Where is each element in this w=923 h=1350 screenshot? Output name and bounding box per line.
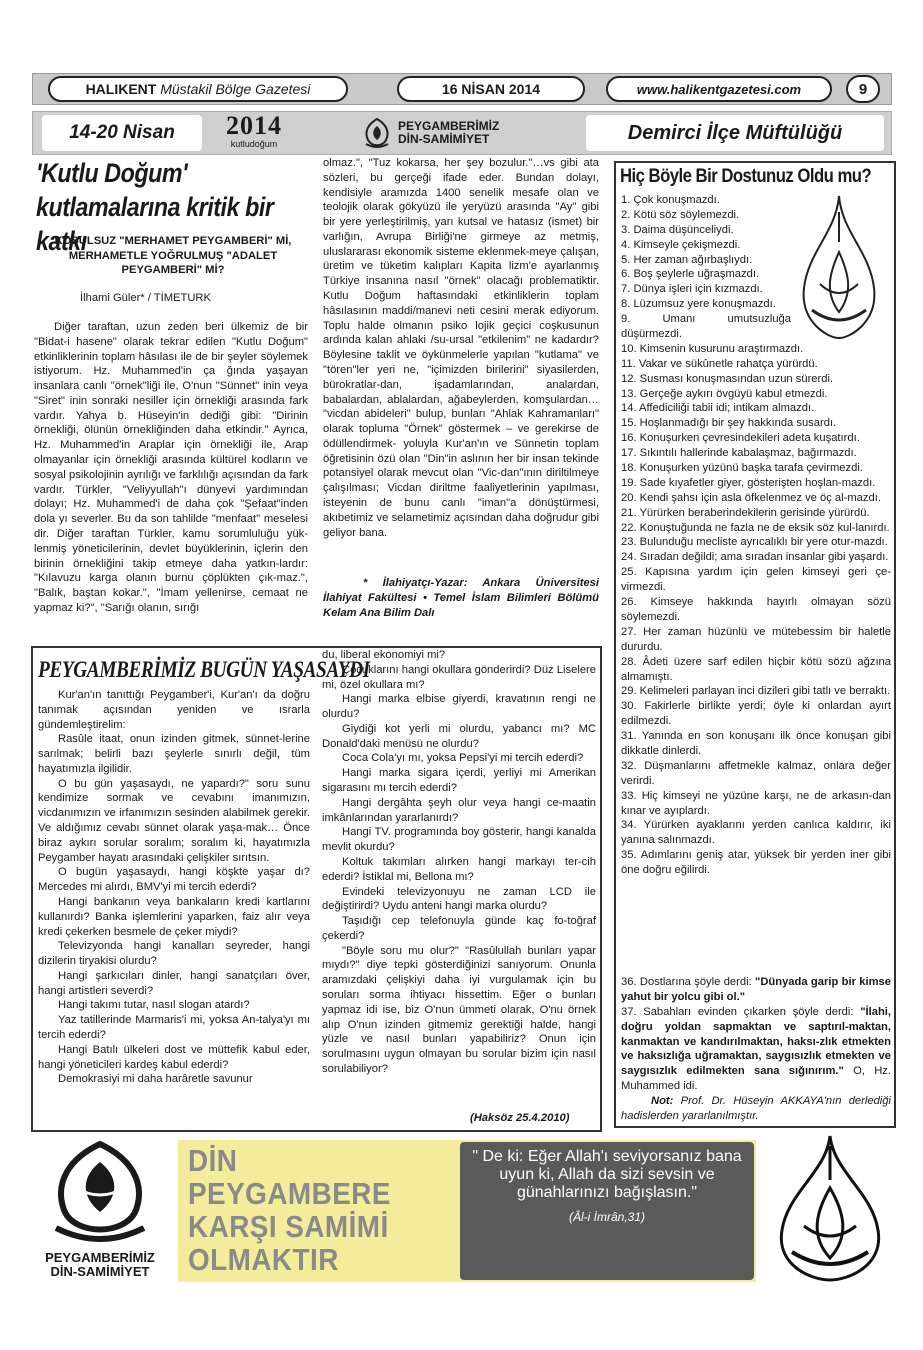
section-title-box — [586, 115, 884, 151]
quote-box — [460, 1142, 754, 1280]
date-pill — [397, 76, 585, 102]
sidebar-item-37: 37. Sabahları evinden çıkarken şöyle derdi: "İlahi, doğru yoldan sapmaktan ve saptırıl-maktan, kanmaktan ve kandırılmaktan, haksı-zlık etmekten ve haksızlığa uğramaktan, saygısızlık etmekten ve saygısızlık edilmekten sana sığınırım." O, Hz. Muhammed idi. — [621, 1005, 891, 1093]
banner-line1: DİN — [188, 1143, 238, 1178]
article2-title: PEYGAMBERİMİZ BUGÜN YAŞASAYDI — [38, 657, 370, 682]
sidebar-item-33: 33. Hiç kimseyi ne yüzüne karşı, ne de arkasın-dan kınar ve ayıplardı. — [621, 789, 891, 817]
article2-paragraph: Hangi şarkıcıları dinler, hangi sanatçıları över, hangi artistleri severdi? — [38, 969, 310, 997]
article2-paragraph: Hangi marka sigara içerdi, yerliyi mi Amerikan sigarasını mı tercih ederdi? — [322, 767, 596, 795]
paper-subtitle: Müstakil Bölge Gazetesi — [160, 81, 311, 97]
sidebar-item-18: 18. Konuşurken yüzünü başka tarafa çevirmezdi. — [621, 462, 863, 475]
sidebar-item-12: 12. Susması konuşmasından uzun sürerdi. — [621, 372, 834, 385]
sidebar-item-8: 8. Lüzumsuz yere konuşmazdı. — [621, 298, 776, 311]
article2-paragraph: du, liberal ekonomiyi mi? — [322, 649, 446, 661]
section-date: 14-20 Nisan — [69, 122, 175, 143]
footer-logo-line1: PEYGAMBERİMİZ — [45, 1250, 155, 1265]
article2-paragraph: Hangi Batılı ülkeleri dost ve müttefik kabul eder, hangi yöneticileri kardeş kabul ederdi? — [38, 1043, 310, 1071]
sidebar-item-5: 5. Her zaman ağırbaşlıydı. — [621, 253, 753, 266]
sidebar-item-6: 6. Boş şeylerle uğraşmazdı. — [621, 268, 760, 281]
website-link[interactable]: www.halikentgazetesi.com — [636, 81, 802, 97]
sidebar-item-19: 19. Sade kıyafetler giyer, gösterişten hoşlan-mazdı. — [621, 476, 876, 489]
article1-col1-text: Diğer taraftan, uzun zeden beri ülkemiz de bir "Bidat-i hasene" olarak tekrar edilen "Kutlu Doğum" etkinliklerinin toplam hâsılası ile de bir şeyler söylemek istiyorum. Hz. Muhammed'in ça ğında yaşayan insanlara canlı "örnek"liği ile, O'nun "Sünnet" inin veya "Siret" inin sonraki nesiller için örnekliği arasında fark vardır. Yahya b. Hüseyin'in dediği gibi: "Dirinin örnekliği, ölünün örnekliğinden daha etkindir." Ayrıca, Hz. Muhammed'in Araplar için örnekliği ile, Arap olmayanlar için örnekliği arasında kültürel kodların ve sosyal psikolojinin ayrılığı ve farklılığı açısından da fark vardır. Türkler, "Veliyyullah"ı dünyevi yardımından dolayı; Hz. Muhammed'i de daha çok "Şefaat"inden dola yı severler. Bu da son tahlilde "menfaat" meselesi dir. Diğer taraftan Türkler, kamu sorumluluğu yük-lenmiş yöneticilerinin, devlet büyüklerinin, içlerin den birinin örnekliğini takip etmeye daha yatkın-lardır: "Kılavuzu karga olanın burnu çöplükten çık-maz.", "Balık, baştan kokar.", "İmam yellenirse, cemaat ne yapmaz ki?", "Sarığı olanın, sırığı — [34, 321, 308, 614]
article2-paragraph: Kur'an'ın tanıttığı Peygamber'i, Kur'an'ı da doğru tanımak açısından yeniden ve ısrarla gündemleştirelim: — [38, 689, 310, 731]
article2-paragraph: Hangi bankanın veya bankaların kredi kartlarını kullanırdı? Banka işlemlerini yaparken, faiz alır veya kredi çekerken besmele de çeker miydi? — [38, 895, 310, 938]
paper-name-pill — [48, 76, 348, 102]
sidebar-item-1: 1. Çok konuşmazdı. — [621, 194, 720, 206]
section-date-box — [42, 115, 202, 151]
article1-column1 — [34, 320, 308, 616]
logo-sub: kutludoğum — [230, 139, 278, 149]
banner-line4: OLMAKTIR — [188, 1242, 339, 1277]
page-number: 9 — [858, 80, 868, 98]
article2-paragraph: Demokrasiyi mi daha harâretle savunur — [58, 1073, 253, 1086]
sidebar-item-34: 34. Yürürken ayaklarını yerden canlıca kaldırır, iki yanına salınmazdı. — [621, 819, 891, 847]
article2-paragraph: Coca Cola'yı mı, yoksa Pepsi'yi mi tercih ederdi? — [342, 752, 584, 765]
sidebar-item-17: 17. Sıkıntılı hallerinde kabalaşmaz, bağırmazdı. — [621, 447, 857, 460]
quote-reference: (Âl-i İmrân,31) — [568, 1210, 645, 1224]
article2-paragraph: Hangi TV. programında boy gösterir, hangi kanalda mevlit okurdu? — [322, 826, 596, 854]
section-title: Demirci İlçe Müftülüğü — [627, 121, 843, 144]
article1-subtitle: KOŞULSUZ "MERHAMET PEYGAMBERİ" Mİ, MERHAMETLE YOĞRULMUŞ "ADALET PEYGAMBERİ" Mİ? — [54, 235, 292, 277]
sidebar-item-3: 3. Daima düşünceliydi. — [621, 223, 734, 236]
sidebar-list — [621, 193, 891, 878]
sidebar-item-16: 16. Konuşurken çevresindekileri adeta kuşatırdı. — [621, 432, 860, 445]
sidebar-note: Not: Prof. Dr. Hüseyin AKKAYA'nın derlediği hadislerden yararlanılmıştır. — [621, 1095, 891, 1123]
sidebar-item-9: 9. Umanı umutsuzluğa düşürmezdi. — [621, 313, 791, 341]
article2-paragraph: "Böyle soru mu olur?" "Rasûlullah bunları yapar mıydı?" diye tepki gösterdiğinizi sanıyorum. Onunla aramızdaki çelişkiyi daha iyi vurgulamak için bu soruları sorma ihtiyacı hissettim. Eğer o bunları yapmaz idi ise, biz O'nun ümmeti olarak, O'nu örnek alıp O'nun izinden gitmemiz gerektiği halde, hangi yüzle ve nasıl bunları yapabiliriz? Onun için sorulmasını uygun olmayan bu sorular bizim için nasıl sorulabiliyor? — [322, 944, 596, 1075]
article2-source: (Haksöz 25.4.2010) — [470, 1112, 570, 1124]
quote-text: " De ki: Eğer Allah'ı seviyorsanız bana uyun ki, Allah da sizi sevsin ve günahlarınızı bağışlasın." — [472, 1148, 742, 1201]
sidebar-item-25: 25. Kapısına yardım için gelen kimseyi geri çe-virmezdi. — [621, 566, 891, 594]
sidebar-item-14: 14. Affediciliği tabii idi; intikam almazdı. — [621, 402, 815, 415]
sidebar-item-13: 13. Gerçeğe aykırı övgüyü kabul etmezdi. — [621, 387, 828, 400]
article2-paragraph: O bu gün yaşasaydı, ne yapardı?" soru sunu kendimize sormak ve cevabını imanımızın, vicdanımızın ve irfanımızın sesinden alabilmek gerekir. Ve aldığımız cevabı sünnet olarak yaşa-mak… Önce biraz aykırı sorular soralım; soralım ki, hayatımızla Peygamber hayatı arasındaki çelişkiler sırıtsın. — [38, 777, 310, 864]
sidebar-item-27: 27. Her zaman hüzünlü ve mütebessim bir haletle dururdu. — [621, 625, 891, 653]
sidebar-item-26: 26. Kimseye hakkında hayırlı olmayan sözü söylemezdi. — [621, 596, 891, 623]
sidebar-item-31: 31. Yanında en son konuşanı ilk önce konuşan gibi dikkatle dinlerdi. — [621, 730, 891, 757]
din-samimiyet-emblem-icon — [40, 1138, 160, 1246]
footer-logo-line2: DİN-SAMİMİYET — [50, 1263, 150, 1279]
article1-title-line1: 'Kutlu Doğum' — [36, 158, 188, 188]
article1-author: İlhami Güler* / TİMETURK — [80, 292, 211, 304]
calligraphy-emblem-icon — [360, 116, 394, 150]
center-logo-line1: PEYGAMBERİMİZ — [398, 119, 500, 134]
sidebar-item-35: 35. Adımlarını geniş atar, yüksek bir yerden iner gibi öne doğru eğilirdi. — [621, 849, 891, 877]
article2-paragraph: Evindeki televizyonuyu ne zaman LCD ile değiştirirdi? Uydu anteni hangi marka olurdu? — [322, 885, 596, 913]
article1-title-line2: kutlamalarına kritik bir katkı — [36, 191, 274, 256]
sidebar-extra — [621, 975, 891, 1124]
article2-paragraph: Hangi takımı tutar, nasıl slogan atardı? — [58, 999, 250, 1012]
article2-paragraph: Hangi dergâhta şeyh olur veya hangi ce-maatin imkânlarından yararlanırdı? — [322, 796, 596, 824]
footer-logo — [30, 1138, 170, 1278]
article2-paragraph: Televizyonda hangi kanalları seyreder, hangi dizilerin tiryakisi olurdu? — [38, 940, 310, 968]
logo-year: 2014 — [226, 111, 282, 140]
sidebar-item-28: 28. Âdeti üzere sarf edilen hiçbir kötü sözü ağzına almamıştı. — [621, 655, 891, 683]
article2-column1 — [38, 688, 310, 1087]
sidebar-item-22: 22. Konuştuğunda ne fazla ne de eksik söz kul-lanırdı. — [621, 521, 890, 534]
sidebar-item-7: 7. Dünya işleri için kızmazdı. — [621, 283, 763, 296]
article2-paragraph: Çocuklarını hangi okullara gönderirdi? Düz Liselere mi, özel okullara mı? — [322, 663, 596, 691]
article2-column2 — [322, 648, 596, 1077]
article2-paragraph: Koltuk takımları alırken hangi markayı ter-cih ederdi? İstiklal mi, Bellona mı? — [322, 855, 596, 883]
sidebar-item-20: 20. Kendi şahsı için asla öfkelenmez ve öç al-mazdı. — [621, 491, 881, 504]
article2-paragraph: Hangi marka elbise giyerdi, kravatının rengi ne olurdu? — [322, 693, 596, 721]
sidebar-item-21: 21. Yürürken beraberindekilerin gerisinde yürürdü. — [621, 506, 870, 519]
sidebar-item-2: 2. Kötü söz söylemezdi. — [621, 208, 740, 221]
article1-col2-text: olmaz.", "Tuz kokarsa, her şey bozulur."…vs gibi ata sözleri, bu gerçeği ifade eder. Bundan dolayı, kendisiyle aramızda 1400 senelik mesafe olan ve teolojik olarak gökyüzü ile yeryüzü arasında "Ay" gibi bir yere yerleştirilmiş, yarı kutsal ve hatasız (ismet) bir varlığın, Avrupa Birliği'ne girmeye az metmiş, uluslararası ekonomik sisteme eklenmek-meye çalışan, üretim ve tüketim kalıpları Kapita lizm'e ayarlanmış Türkiye insanına nasıl "örnek" olacağı problematiktir. Kutlu Doğum haftasındaki etkinliklerin toplam hâsılasının maddi/manevi neti cesini merak ediyorum. Toplu halde olmanın psiko lojik geçici coşkusunun ardında kalan ahlaki /su-ursal "etkilenim" ne kadardır? Böylesine taklit ve öykünmelerle yapılan "kutlama" ve "tören"ler yeri ne, "içimizden birilerini" siyasilerden, bürokratlar-dan, işadamlarından, analardan, babalardan, ablalardan, ağabeylerden, komşulardan… "vicdan abideleri" bulup, bunları "Ahlak Kahramanları" olarak topluma "Örnek" göstermek – ve gerekirse de ödüllendirmek- yoluyla Kur'an'ın ve Sünnetin toplam öğretisinin özü olan "Din"in aslının her bir insan tekinde potansiyel olarak mevcut olan "Vic-dan"ının diriltilmeye çalışılması; Vicdan diriltme faaliyetlerinin yapılması, isteyenin de bunu canlı "iman"a dönüştürmesi, akıbetimiz ve selametimiz açısından daha doğrudur gibi geliyor bana. — [323, 157, 599, 539]
sidebar-item-36: 36. Dostlarına şöyle derdi: "Dünyada garip bir kimse yahut bir yolcu gibi ol." — [621, 976, 891, 1003]
article2-paragraph: Yaz tatillerinde Marmaris'i mi, yoksa An-talya'yı mı tercih ederdi? — [38, 1014, 310, 1041]
page-number-pill — [846, 75, 880, 103]
article1-footnote: * İlahiyatçı-Yazar: Ankara Üniversitesi İlahiyat Fakültesi • Temel İslam Bilimleri Bölümü Kelam Ana Bilim Dalı — [323, 577, 599, 619]
article1-column2 — [323, 156, 599, 540]
sidebar-item-11: 11. Vakar ve sükûnetle rahatça yürürdü. — [621, 357, 818, 370]
sidebar-item-15: 15. Hoşlanmadığı bir şey hakkında susardı. — [621, 417, 837, 430]
sidebar-title: Hiç Böyle Bir Dostunuz Oldu mu? — [620, 166, 872, 187]
center-logo — [360, 114, 520, 152]
sidebar-item-30: 30. Fakirlerle birlikte yerdi; öyle ki onlardan ayırt edilmezdi. — [621, 700, 891, 728]
sidebar-item-10: 10. Kimsenin kusurunu araştırmazdı. — [621, 342, 804, 355]
website-pill — [606, 76, 832, 102]
footer-calligraphy-icon — [768, 1132, 892, 1282]
article2-paragraph: Rasûle itaat, onun izinden gitmek, sünnet-lerine sarılmak; belirli bazı şeylerle sınırlı değil, tüm hayatımızla ilgilidir. — [38, 733, 310, 775]
banner-line2: PEYGAMBERE — [188, 1176, 391, 1211]
sidebar-item-4: 4. Kimseyle çekişmezdi. — [621, 238, 741, 251]
banner-text — [188, 1144, 431, 1276]
article2-paragraph: Giydiği kot yerli mi olurdu, yabancı mı? MC Donald'daki menüsü ne olurdu? — [322, 722, 596, 750]
kutludogum-logo — [218, 113, 290, 153]
issue-date: 16 NİSAN 2014 — [441, 81, 541, 97]
article2-paragraph: O bugün yaşasaydı, hangi köşkte yaşar dı? Mercedes mi alırdı, BMV'yi mi tercih ederdi? — [38, 866, 310, 894]
sidebar-item-32: 32. Düşmanlarını affetmekle kalmaz, onlara değer verirdi. — [621, 759, 891, 787]
paper-name: HALIKENT — [85, 81, 157, 97]
banner-line3: KARŞI SAMİMİ — [188, 1209, 389, 1244]
sidebar-item-24: 24. Sıradan değildi; ama sıradan insanlar gibi yaşardı. — [621, 551, 889, 564]
article2-paragraph: Taşıdığı cep telefonuyla günde kaç fo-toğraf çekerdi? — [322, 915, 596, 942]
center-logo-line2: DİN-SAMİMİYET — [398, 132, 490, 146]
sidebar-item-29: 29. Kelimeleri parlayan inci dizileri gibi tatlı ve berraktı. — [621, 685, 891, 698]
sidebar-item-23: 23. Bulunduğu mecliste ayrıcalıklı bir yere otur-mazdı. — [621, 536, 888, 549]
